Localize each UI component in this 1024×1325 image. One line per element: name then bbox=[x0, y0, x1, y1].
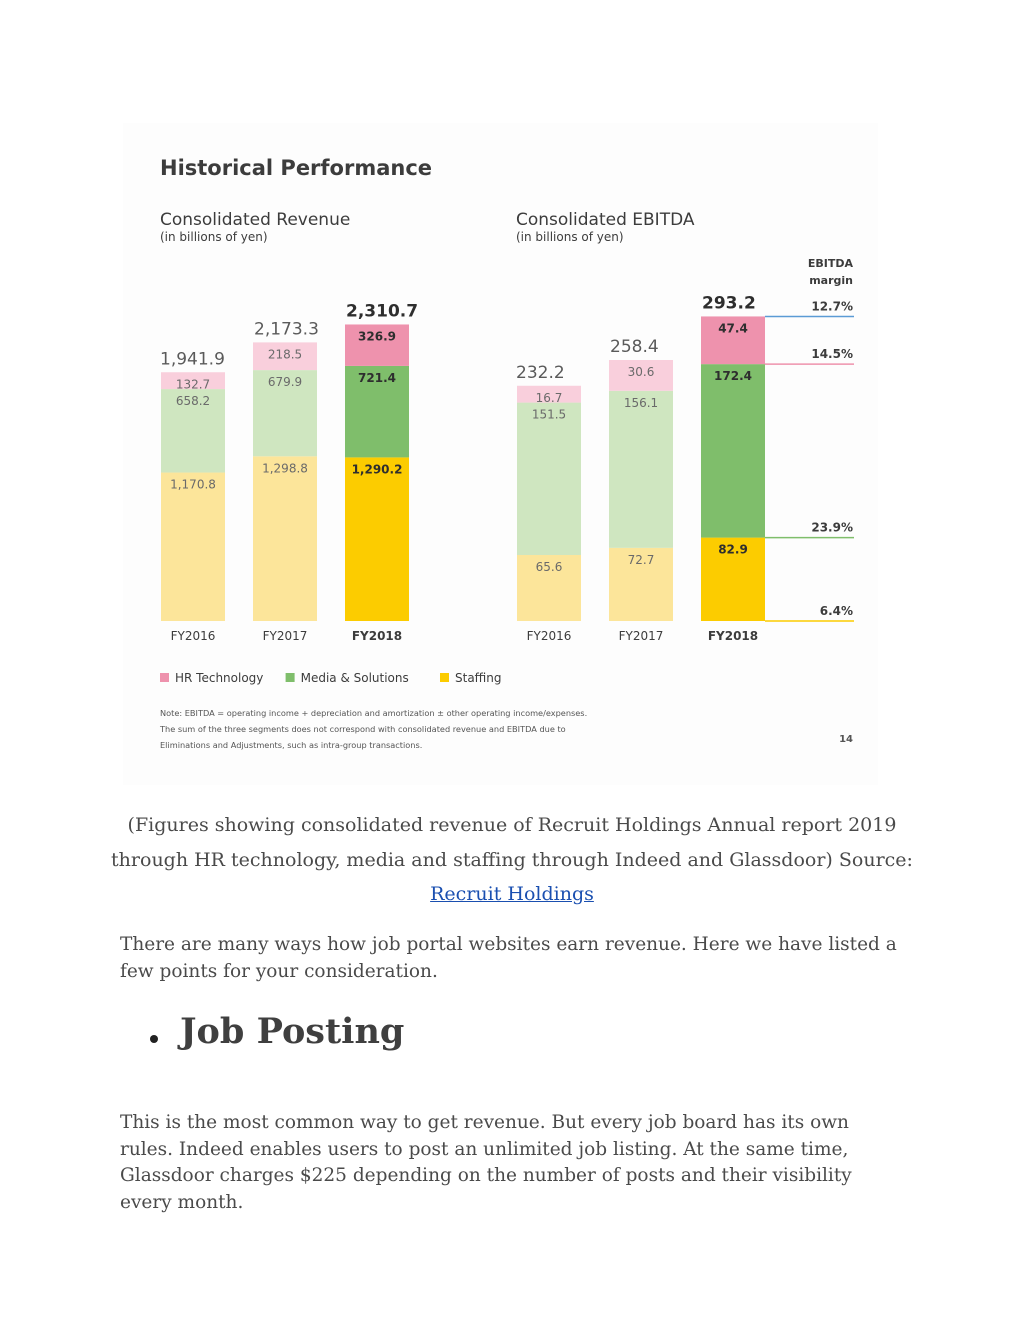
legend-label: Staffing bbox=[455, 671, 502, 685]
ebitda-value-label: 65.6 bbox=[535, 559, 563, 574]
revenue-bar-fy2018-staffing bbox=[345, 457, 409, 621]
revenue-category-label: FY2017 bbox=[262, 629, 308, 643]
source-link[interactable]: Recruit Holdings bbox=[430, 883, 594, 905]
ebitda-total-label: 232.2 bbox=[516, 362, 565, 383]
legend-swatch-media-solutions bbox=[286, 673, 295, 682]
revenue-value-label: 218.5 bbox=[267, 347, 303, 362]
footnote-line: The sum of the three segments does not correspond with consolidated revenue and EBITDA due to bbox=[160, 724, 566, 734]
margin-label: 23.9% bbox=[811, 520, 853, 535]
margin-label: 12.7% bbox=[811, 299, 853, 314]
section-paragraph: This is the most common way to get revenue. But every job board has its own rules. Indeed enables users to post an unlimited job listing. At the same time, Glassdoor charges $225 depending on the number of posts and their visibility every month. bbox=[120, 1112, 852, 1213]
revenue-category-label: FY2018 bbox=[351, 629, 403, 643]
ebitda-value-label: 172.4 bbox=[714, 369, 752, 384]
page-number: 14 bbox=[839, 734, 853, 745]
ebitda-category-label: FY2017 bbox=[618, 629, 664, 643]
margin-label: 14.5% bbox=[811, 347, 853, 362]
figure-title: Historical Performance bbox=[160, 156, 433, 180]
ebitda-total-label: 293.2 bbox=[702, 293, 756, 314]
ebitda-total-label: 258.4 bbox=[610, 337, 659, 358]
ebitda-value-label: 156.1 bbox=[623, 395, 659, 410]
revenue-value-label: 1,170.8 bbox=[170, 477, 216, 492]
section-heading: Job Posting bbox=[180, 1011, 405, 1052]
ebitda-value-label: 30.6 bbox=[627, 365, 655, 380]
ebitda-bar-fy2017-media-solutions bbox=[609, 391, 673, 548]
ebitda-value-label: 151.5 bbox=[531, 407, 567, 422]
revenue-value-label: 1,290.2 bbox=[351, 462, 403, 477]
legend-swatch-hr-technology bbox=[160, 673, 169, 682]
revenue-bar-fy2017-staffing bbox=[253, 456, 317, 621]
ebitda-category-label: FY2016 bbox=[526, 629, 572, 643]
margin-title-line-1: EBITDA bbox=[807, 257, 853, 270]
legend-label: HR Technology bbox=[175, 671, 264, 685]
revenue-value-label: 721.4 bbox=[358, 370, 396, 385]
revenue-value-label: 679.9 bbox=[267, 375, 303, 390]
ebitda-bar-fy2018-media-solutions bbox=[701, 364, 765, 537]
revenue-total-label: 1,941.9 bbox=[160, 349, 225, 370]
legend-swatch-staffing bbox=[440, 673, 449, 682]
margin-label: 6.4% bbox=[819, 604, 853, 618]
revenue-category-label: FY2016 bbox=[170, 629, 216, 643]
ebitda-value-label: 72.7 bbox=[627, 552, 655, 567]
historical-performance-figure bbox=[123, 123, 878, 785]
ebitda-category-label: FY2018 bbox=[707, 629, 759, 643]
revenue-total-label: 2,310.7 bbox=[346, 301, 419, 322]
ebitda-bar-fy2016-media-solutions bbox=[517, 403, 581, 555]
ebitda-chart-title: Consolidated EBITDA bbox=[516, 210, 695, 230]
figure-caption bbox=[110, 808, 914, 912]
revenue-chart-title: Consolidated Revenue bbox=[160, 210, 351, 230]
revenue-value-label: 1,298.8 bbox=[262, 461, 308, 476]
ebitda-value-label: 82.9 bbox=[718, 542, 748, 557]
caption-text: (Figures showing consolidated revenue of Recruit Holdings Annual report 2019 through HR technology, media and staffing through Indeed and Glassdoor) Source: bbox=[111, 814, 913, 871]
ebitda-value-label: 16.7 bbox=[535, 390, 563, 405]
revenue-chart-subtitle: (in billions of yen) bbox=[160, 230, 268, 244]
ebitda-value-label: 47.4 bbox=[718, 321, 748, 336]
bullet-icon bbox=[150, 1035, 158, 1043]
revenue-value-label: 658.2 bbox=[175, 394, 211, 409]
legend-label: Media & Solutions bbox=[300, 671, 409, 685]
revenue-bar-fy2016-staffing bbox=[161, 473, 225, 621]
ebitda-chart-subtitle: (in billions of yen) bbox=[516, 230, 624, 244]
footnote-line: Eliminations and Adjustments, such as intra-group transactions. bbox=[160, 740, 423, 750]
revenue-total-label: 2,173.3 bbox=[254, 319, 319, 340]
revenue-value-label: 132.7 bbox=[175, 377, 211, 392]
margin-title-line-2: margin bbox=[809, 274, 853, 287]
footnote-line: Note: EBITDA = operating income + depreciation and amortization ± other operating income/expenses. bbox=[160, 708, 588, 718]
figure-canvas bbox=[123, 123, 878, 785]
revenue-value-label: 326.9 bbox=[358, 329, 396, 344]
intro-paragraph: There are many ways how job portal websites earn revenue. Here we have listed a few points for your consideration. bbox=[120, 934, 897, 982]
